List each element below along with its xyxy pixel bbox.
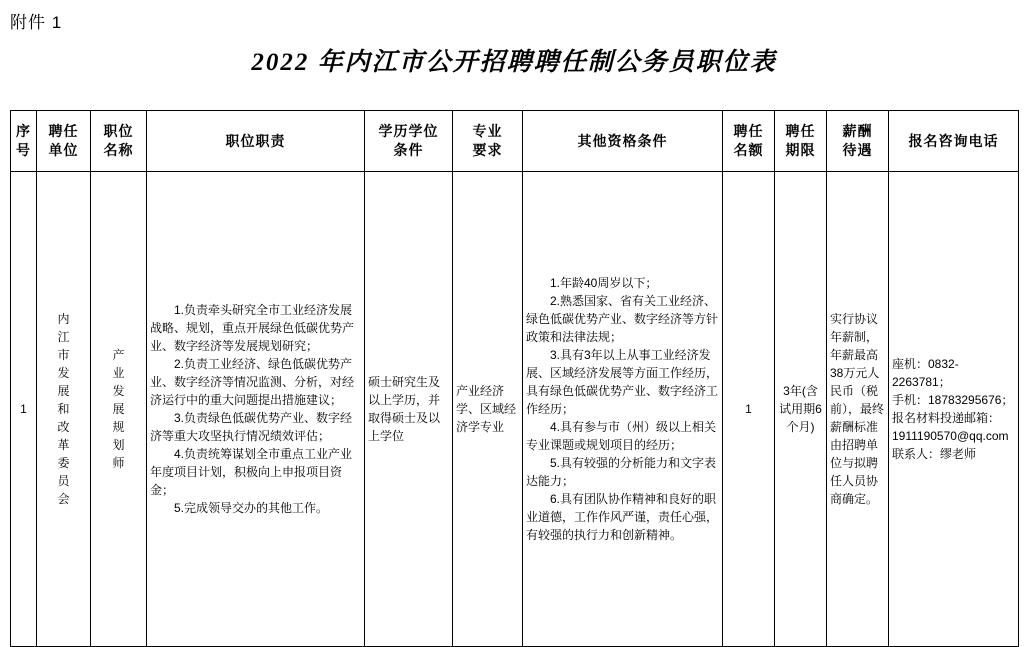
header-unit-line1: 聘任 [48, 123, 79, 140]
attachment-label: 附件 1 [10, 13, 63, 32]
cell-major: 产业经济学、区域经济学专业 [453, 172, 523, 647]
cell-other-conditions [523, 172, 723, 647]
header-seq-line1: 序 [16, 123, 31, 140]
header-education [365, 111, 453, 172]
cell-term: 3年(含试用期6个月) [775, 172, 827, 647]
cell-unit [37, 172, 91, 647]
duty-item: 3.负责绿色低碳优势产业、数字经济等重大攻坚执行情况绩效评估； [150, 411, 353, 443]
header-major-line1: 专业 [472, 123, 503, 140]
header-other-line1: 其他资格条件 [577, 132, 668, 149]
page-title: 2022 年内江市公开招聘聘任制公务员职位表 [251, 49, 777, 76]
header-term-line1: 聘任 [785, 123, 816, 140]
header-quota-line1: 聘任 [733, 123, 764, 140]
contact-line: 1911190570@qq.com [892, 429, 1009, 443]
header-duties [147, 111, 365, 172]
header-education-line1: 学历学位 [378, 123, 439, 140]
cell-unit-text: 内江市发展和改革委员会 [57, 312, 70, 506]
cell-salary: 实行协议年薪制，年薪最高38万元人民币（税前），最终薪酬标准由招聘单位与拟聘任人员协商确定。 [827, 172, 889, 647]
contact-line: 报名材料投递邮箱： [892, 411, 1001, 425]
header-contact [889, 111, 1019, 172]
header-seq-line2: 号 [16, 142, 31, 158]
duty-item: 2.负责工业经济、绿色低碳优势产业、数字经济等情况监测、分析，对经济运行中的重大问题提出措施建议； [150, 357, 355, 407]
cell-position-text: 产业发展规划师 [112, 348, 125, 470]
job-position-table [10, 110, 1019, 647]
header-quota [723, 111, 775, 172]
condition-item: 4.具有参与市（州）级以上相关专业课题或规划项目的经历； [526, 420, 717, 452]
header-major [453, 111, 523, 172]
header-seq [11, 111, 37, 172]
cell-position [91, 172, 147, 647]
cell-quota: 1 [723, 172, 775, 647]
duty-item: 5.完成领导交办的其他工作。 [174, 501, 329, 515]
table-header-row [11, 111, 1019, 172]
header-major-line2: 要求 [472, 142, 503, 158]
table-row [11, 172, 1019, 647]
contact-line: 手机：18783295676； [892, 393, 1014, 407]
condition-item: 5.具有较强的分析能力和文字表达能力； [526, 456, 717, 488]
header-position-line2: 名称 [103, 142, 134, 158]
cell-education: 硕士研究生及以上学历，并取得硕士及以上学位 [365, 172, 453, 647]
header-salary-line2: 待遇 [842, 142, 873, 158]
header-education-line2: 条件 [393, 142, 424, 158]
cell-contact [889, 172, 1019, 647]
header-unit-line2: 单位 [48, 142, 79, 158]
cell-duties [147, 172, 365, 647]
header-contact-line1: 报名咨询电话 [908, 132, 999, 149]
header-salary [827, 111, 889, 172]
duty-item: 1.负责牵头研究全市工业经济发展战略、规划，重点开展绿色低碳优势产业、数字经济等发展规划研究； [150, 303, 355, 353]
contact-line: 座机：0832-2263781； [892, 357, 959, 389]
condition-item: 3.具有3年以上从事工业经济发展、区域经济发展等方面工作经历，具有绿色低碳优势产业、数字经济工作经历； [526, 348, 719, 416]
condition-item: 2.熟悉国家、省有关工业经济、绿色低碳优势产业、数字经济等方针政策和法律法规； [526, 294, 719, 344]
header-term [775, 111, 827, 172]
header-term-line2: 期限 [785, 142, 816, 158]
contact-line: 联系人：缪老师 [892, 447, 977, 461]
cell-seq: 1 [11, 172, 37, 647]
header-unit [37, 111, 91, 172]
duty-item: 4.负责统筹谋划全市重点工业产业年度项目计划，积极向上申报项目资金； [150, 447, 353, 497]
condition-item: 1.年龄40周岁以下； [550, 276, 658, 290]
header-salary-line1: 薪酬 [842, 123, 873, 140]
header-quota-line2: 名额 [733, 142, 764, 158]
header-duties-line1: 职位职责 [225, 132, 286, 149]
header-position-line1: 职位 [103, 123, 134, 140]
header-position [91, 111, 147, 172]
condition-item: 6.具有团队协作精神和良好的职业道德，工作作风严谨，责任心强，有较强的执行力和创新精神。 [526, 492, 719, 542]
header-other-conditions [523, 111, 723, 172]
